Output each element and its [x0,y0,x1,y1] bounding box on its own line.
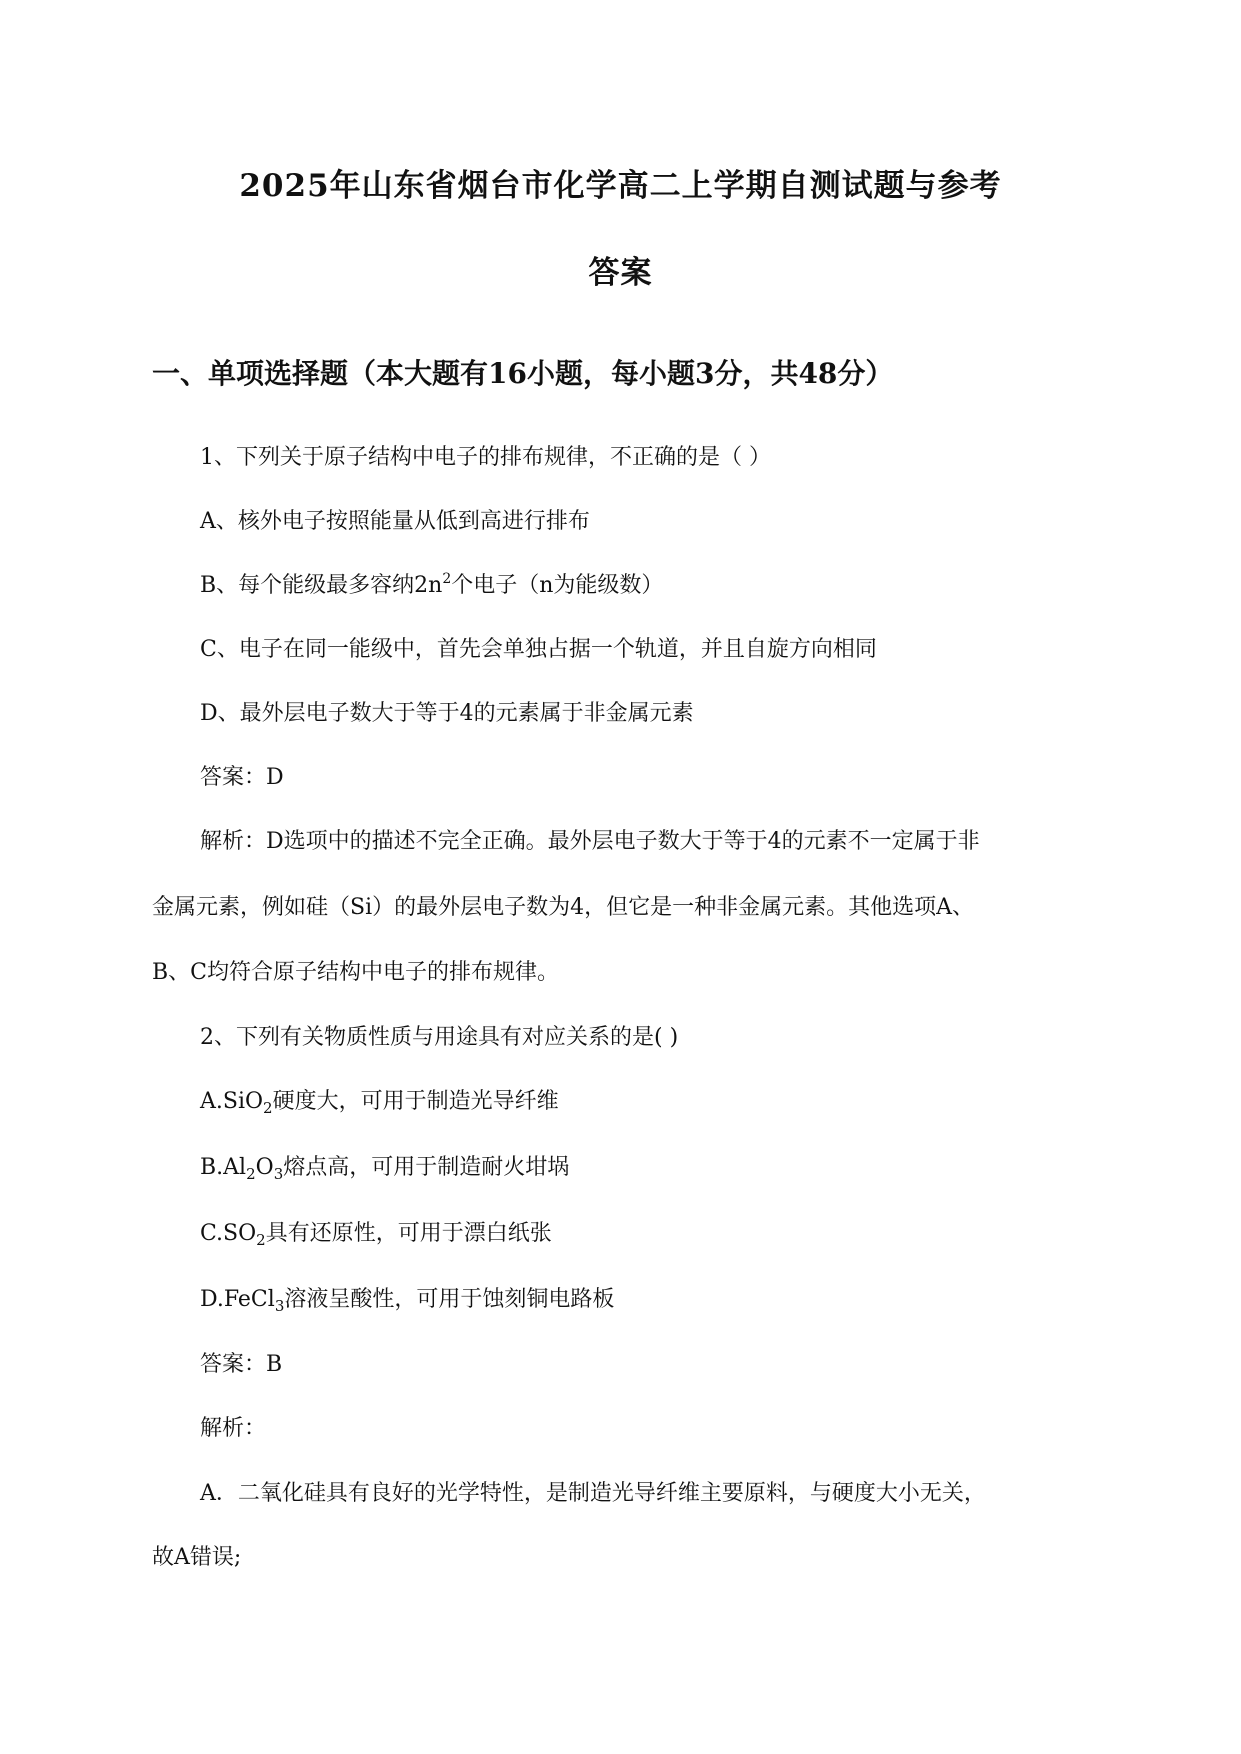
q1-analysis-line2: 金属元素，例如硅（Si）的最外层电子数为4，但它是一种非金属元素。其他选项A、 [152,895,974,920]
q1-answer: 答案：D [200,765,284,790]
q2-option-d-suffix: 溶液呈酸性，可用于蚀刻铜电路板 [284,1287,615,1312]
q2-option-d-subscript: 3 [274,1297,285,1315]
q2-option-a [200,1084,559,1115]
q1-option-b [200,568,663,599]
q2-option-c-suffix: 具有还原性，可用于漂白纸张 [265,1221,552,1246]
q1-option-b-prefix: B、每个能级最多容纳2n [200,573,443,598]
q2-option-b-subscript-1: 2 [246,1165,256,1183]
q1-option-b-superscript: 2 [442,571,452,587]
section-heading: 一、单项选择题（本大题有16小题，每小题3分，共48分） [152,357,894,390]
q2-analysis-a-line2: 故A错误; [152,1545,242,1570]
q2-option-c-prefix: C.SO [200,1221,257,1246]
q2-option-b-prefix: B.Al [200,1155,247,1180]
q2-option-b-subscript-2: 3 [273,1165,284,1183]
q2-option-c [200,1216,552,1247]
q2-option-a-suffix: 硬度大，可用于制造光导纤维 [272,1089,559,1114]
q2-answer: 答案：B [200,1352,283,1377]
q2-option-c-subscript: 2 [256,1231,266,1249]
q2-stem: 2、下列有关物质性质与用途具有对应关系的是( ) [200,1025,679,1050]
q2-option-b [200,1150,569,1181]
q1-option-c: C、电子在同一能级中，首先会单独占据一个轨道，并且自旋方向相同 [200,637,877,662]
q1-option-a: A、核外电子按照能量从低到高进行排布 [200,509,590,534]
q2-analysis-label: 解析： [200,1416,267,1441]
q1-option-d: D、最外层电子数大于等于4的元素属于非金属元素 [200,701,694,726]
q2-option-a-prefix: A.SiO [200,1089,264,1114]
q2-option-d-prefix: D.FeCl [200,1287,275,1312]
q2-option-b-suffix: 熔点高，可用于制造耐火坩埚 [283,1155,570,1180]
q1-option-b-suffix: 个电子（n为能级数） [451,573,664,598]
q2-analysis-a-line1: A．二氧化硅具有良好的光学特性，是制造光导纤维主要原料，与硬度大小无关， [200,1481,986,1506]
q2-option-d [200,1282,614,1313]
q1-stem: 1、下列关于原子结构中电子的排布规律，不正确的是（ ） [200,445,771,470]
q1-analysis-line1: 解析：D选项中的描述不完全正确。最外层电子数大于等于4的元素不一定属于非 [200,829,980,854]
q2-option-a-subscript: 2 [263,1099,273,1117]
document-title-line1: 2025年山东省烟台市化学高二上学期自测试题与参考 [239,168,1002,204]
document-title-line2: 答案 [588,255,653,291]
q2-option-b-mid: O [255,1155,274,1180]
q1-analysis-line3: B、C均符合原子结构中电子的排布规律。 [152,960,560,985]
